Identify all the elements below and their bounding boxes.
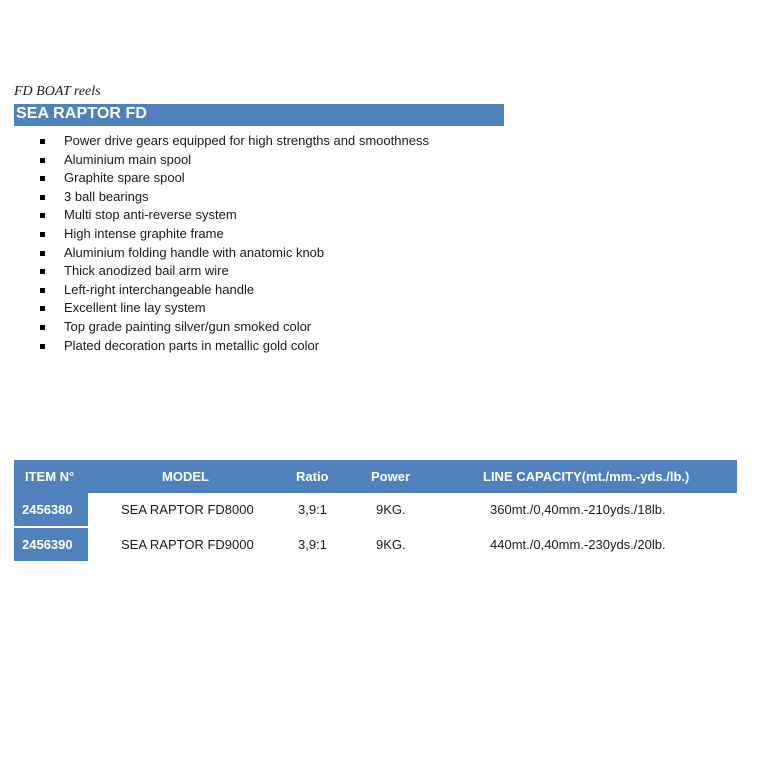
feature-text: Multi stop anti-reverse system [64,207,237,223]
feature-item [38,281,429,300]
header-power: Power [371,469,411,484]
bullet-icon [40,176,45,181]
feature-item [38,318,429,337]
feature-item [38,169,429,188]
bullet-icon [40,344,45,349]
bullet-icon [40,251,45,256]
feature-text: High intense graphite frame [64,225,224,241]
header-line-capacity: LINE CAPACITY(mt./mm.-yds./lb.) [483,469,690,484]
feature-item [38,262,429,281]
item-number: 2456390 [22,537,73,552]
category-label: FD BOAT reels [14,84,101,99]
header-ratio: Ratio [296,469,329,484]
item-number: 2456380 [22,502,73,517]
feature-text: Top grade painting silver/gun smoked color [64,318,312,334]
feature-item [38,244,429,263]
capacity-cell: 440mt./0,40mm.-230yds./20lb. [490,537,666,552]
product-title-bar [14,104,504,126]
header-model: MODEL [162,469,209,484]
feature-text: 3 ball bearings [64,188,149,204]
model-cell: SEA RAPTOR FD9000 [121,537,254,552]
bullet-icon [40,288,45,293]
feature-text: Graphite spare spool [64,170,185,186]
power-cell: 9KG. [376,502,406,517]
table-row-item-cell [14,528,88,561]
bullet-icon [40,213,45,218]
feature-item [38,337,429,356]
feature-text: Excellent line lay system [64,300,206,316]
ratio-cell: 3,9:1 [298,537,327,552]
bullet-icon [40,325,45,330]
product-title: SEA RAPTOR FD [16,105,148,122]
capacity-cell: 360mt./0,40mm.-210yds./18lb. [490,502,666,517]
bullet-icon [40,269,45,274]
feature-text: Plated decoration parts in metallic gold color [64,337,320,353]
bullet-icon [40,139,45,144]
bullet-icon [40,195,45,200]
table-row-item-cell [14,493,88,526]
feature-text: Power drive gears equipped for high strengths and smoothness [64,133,429,148]
feature-item [38,151,429,170]
feature-item [38,188,429,207]
feature-list [38,132,429,355]
feature-item [38,299,429,318]
feature-text: Left-right interchangeable handle [64,281,255,297]
header-item-no: ITEM N° [25,469,75,484]
feature-text: Aluminium main spool [64,151,192,167]
table-header [14,460,737,493]
bullet-icon [40,306,45,311]
feature-item [38,132,429,151]
bullet-icon [40,158,45,163]
ratio-cell: 3,9:1 [298,502,327,517]
feature-item [38,225,429,244]
model-cell: SEA RAPTOR FD8000 [121,502,254,517]
feature-item [38,206,429,225]
feature-text: Aluminium folding handle with anatomic knob [64,244,325,260]
bullet-icon [40,232,45,237]
power-cell: 9KG. [376,537,406,552]
feature-text: Thick anodized bail arm wire [64,263,229,279]
